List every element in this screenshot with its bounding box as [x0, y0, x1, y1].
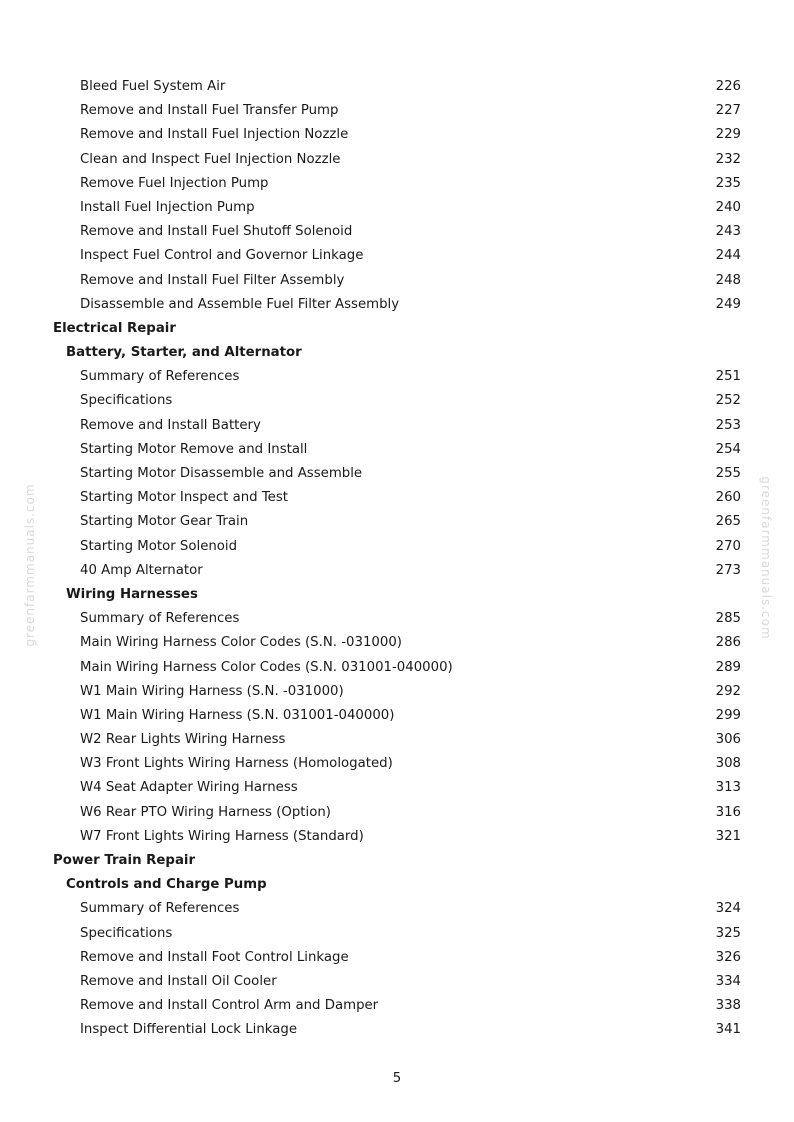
toc-entry-page-number: 313 [715, 780, 741, 796]
toc-entry-title: Remove Fuel Injection Pump [80, 175, 269, 191]
toc-entry-title: Summary of References [80, 611, 240, 627]
toc-entry-page-number: 253 [715, 417, 741, 433]
toc-entry[interactable] [0, 607, 794, 631]
toc-subsection-heading[interactable] [0, 583, 794, 607]
toc-entry-title: W1 Main Wiring Harness (S.N. -031000) [80, 683, 344, 699]
toc-entry-title: Remove and Install Fuel Filter Assembly [80, 272, 345, 288]
toc-entry-title: Starting Motor Gear Train [80, 514, 249, 530]
toc-entry-page-number: 226 [715, 79, 741, 94]
toc-entry-page-number: 235 [715, 175, 741, 191]
toc-entry[interactable] [0, 559, 794, 583]
toc-entry-title: Specifications [80, 393, 173, 409]
toc-entry[interactable] [0, 631, 794, 655]
toc-entry-title: Remove and Install Oil Cooler [80, 973, 277, 989]
toc-entry-page-number: 324 [715, 901, 741, 917]
toc-entry-title: Summary of References [80, 369, 240, 385]
toc-entry[interactable] [0, 462, 794, 486]
toc-entry-title: W1 Main Wiring Harness (S.N. 031001-040000) [80, 707, 395, 723]
toc-entry-title: Battery, Starter, and Alternator [66, 345, 302, 361]
toc-entry-title: W7 Front Lights Wiring Harness (Standard) [80, 828, 364, 844]
toc-entry-title: Remove and Install Fuel Injection Nozzle [80, 127, 349, 143]
toc-entry-title: Specifications [80, 925, 173, 941]
toc-entry-title: Remove and Install Battery [80, 417, 261, 433]
toc-entry[interactable] [0, 825, 794, 849]
toc-entry[interactable] [0, 1018, 794, 1042]
toc-entry-page-number: 289 [715, 659, 741, 675]
toc-entry-title: Bleed Fuel System Air [80, 79, 226, 94]
toc-entry[interactable] [0, 365, 794, 389]
toc-entry[interactable] [0, 389, 794, 413]
toc-entry-page-number: 249 [715, 296, 741, 312]
toc-entry[interactable] [0, 123, 794, 147]
toc-entry-title: Inspect Fuel Control and Governor Linkage [80, 248, 364, 264]
toc-entry-title: Remove and Install Foot Control Linkage [80, 949, 349, 965]
toc-entry[interactable] [0, 75, 794, 99]
toc-entry-title: 40 Amp Alternator [80, 562, 203, 578]
toc-section-heading[interactable] [0, 849, 794, 873]
toc-entry[interactable] [0, 994, 794, 1018]
toc-entry[interactable] [0, 438, 794, 462]
toc-entry-page-number: 308 [715, 756, 741, 772]
toc-entry-page-number: 325 [715, 925, 741, 941]
toc-entry-page-number: 299 [715, 707, 741, 723]
toc-entry-title: Starting Motor Remove and Install [80, 441, 308, 457]
toc-entry-page-number: 341 [715, 1022, 741, 1038]
toc-entry-page-number: 285 [715, 611, 741, 627]
toc-entry-title: Install Fuel Injection Pump [80, 199, 255, 215]
toc-entry-title: Starting Motor Inspect and Test [80, 490, 288, 506]
toc-entry[interactable] [0, 172, 794, 196]
toc-entry[interactable] [0, 946, 794, 970]
toc-entry[interactable] [0, 244, 794, 268]
toc-entry-page-number: 326 [715, 949, 741, 965]
toc-entry-title: Wiring Harnesses [66, 586, 198, 602]
toc-entry-title: Electrical Repair [53, 320, 176, 336]
toc-entry[interactable] [0, 728, 794, 752]
watermark-left: greenfarmmanuals.com [23, 483, 37, 647]
toc-entry-title: Main Wiring Harness Color Codes (S.N. 031001-040000) [80, 659, 453, 675]
toc-section-heading[interactable] [0, 317, 794, 341]
toc-entry[interactable] [0, 704, 794, 728]
toc-subsection-heading[interactable] [0, 873, 794, 897]
toc-entry-page-number: 248 [715, 272, 741, 288]
toc-entry[interactable] [0, 776, 794, 800]
toc-entry-title: Disassemble and Assemble Fuel Filter Assembly [80, 296, 400, 312]
toc-entry[interactable] [0, 510, 794, 534]
toc-entry-page-number: 229 [715, 127, 741, 143]
toc-entry-page-number: 265 [715, 514, 741, 530]
toc-entry-page-number: 254 [715, 441, 741, 457]
toc-entry-page-number: 321 [715, 828, 741, 844]
toc-entry-title: Remove and Install Fuel Transfer Pump [80, 103, 339, 119]
toc-entry-page-number: 260 [715, 490, 741, 506]
toc-entry-title: Remove and Install Fuel Shutoff Solenoid [80, 224, 353, 240]
toc-entry[interactable] [0, 220, 794, 244]
toc-entry-page-number: 338 [715, 998, 741, 1014]
toc-entry-title: Starting Motor Disassemble and Assemble [80, 466, 363, 481]
toc-entry[interactable] [0, 293, 794, 317]
watermark-right: greenfarmmanuals.com [759, 476, 773, 640]
toc-entry[interactable] [0, 752, 794, 776]
toc-entry-page-number: 316 [715, 804, 741, 820]
toc-entry[interactable] [0, 148, 794, 172]
toc-entry-title: Starting Motor Solenoid [80, 538, 238, 554]
toc-entry[interactable] [0, 970, 794, 994]
toc-entry-page-number: 306 [715, 732, 741, 748]
toc-entry-page-number: 244 [715, 248, 741, 264]
toc-entry[interactable] [0, 99, 794, 123]
toc-entry-title: W3 Front Lights Wiring Harness (Homologated) [80, 756, 393, 772]
toc-entry-title: Clean and Inspect Fuel Injection Nozzle [80, 151, 341, 167]
toc-entry-page-number: 270 [715, 538, 741, 554]
toc-entry[interactable] [0, 680, 794, 704]
toc-entry-page-number: 251 [715, 369, 741, 385]
toc-entry-title: Inspect Differential Lock Linkage [80, 1022, 297, 1038]
toc-entry-title: Summary of References [80, 901, 240, 917]
toc-entry-page-number: 240 [715, 199, 741, 215]
toc-entry-page-number: 232 [715, 151, 741, 167]
toc-entry-page-number: 255 [715, 466, 741, 481]
toc-entry[interactable] [0, 897, 794, 921]
toc-entry-title: Remove and Install Control Arm and Damper [80, 998, 379, 1014]
toc-entry-page-number: 252 [715, 393, 741, 409]
toc-entry[interactable] [0, 269, 794, 293]
toc-entry[interactable] [0, 196, 794, 220]
toc-subsection-heading[interactable] [0, 341, 794, 365]
toc-entry-title: W2 Rear Lights Wiring Harness [80, 732, 286, 748]
toc-entry-title: W6 Rear PTO Wiring Harness (Option) [80, 804, 331, 820]
toc-entry-title: Main Wiring Harness Color Codes (S.N. -031000) [80, 635, 402, 651]
toc-entry[interactable] [0, 486, 794, 510]
toc-entry[interactable] [0, 656, 794, 680]
toc-entry-page-number: 292 [715, 683, 741, 699]
toc-entry[interactable] [0, 801, 794, 825]
toc-entry-title: Power Train Repair [53, 853, 196, 868]
toc-entry-page-number: 227 [715, 103, 741, 119]
page-number: 5 [392, 1071, 402, 1086]
toc-entry-page-number: 273 [715, 562, 741, 578]
toc-entry-page-number: 334 [715, 973, 741, 989]
toc-entry[interactable] [0, 414, 794, 438]
toc-entry-title: W4 Seat Adapter Wiring Harness [80, 780, 298, 796]
toc-entry-title: Controls and Charge Pump [66, 877, 267, 893]
toc-entry-page-number: 286 [715, 635, 741, 651]
table-of-contents [0, 75, 794, 1043]
toc-entry[interactable] [0, 535, 794, 559]
toc-entry[interactable] [0, 922, 794, 946]
toc-entry-page-number: 243 [715, 224, 741, 240]
